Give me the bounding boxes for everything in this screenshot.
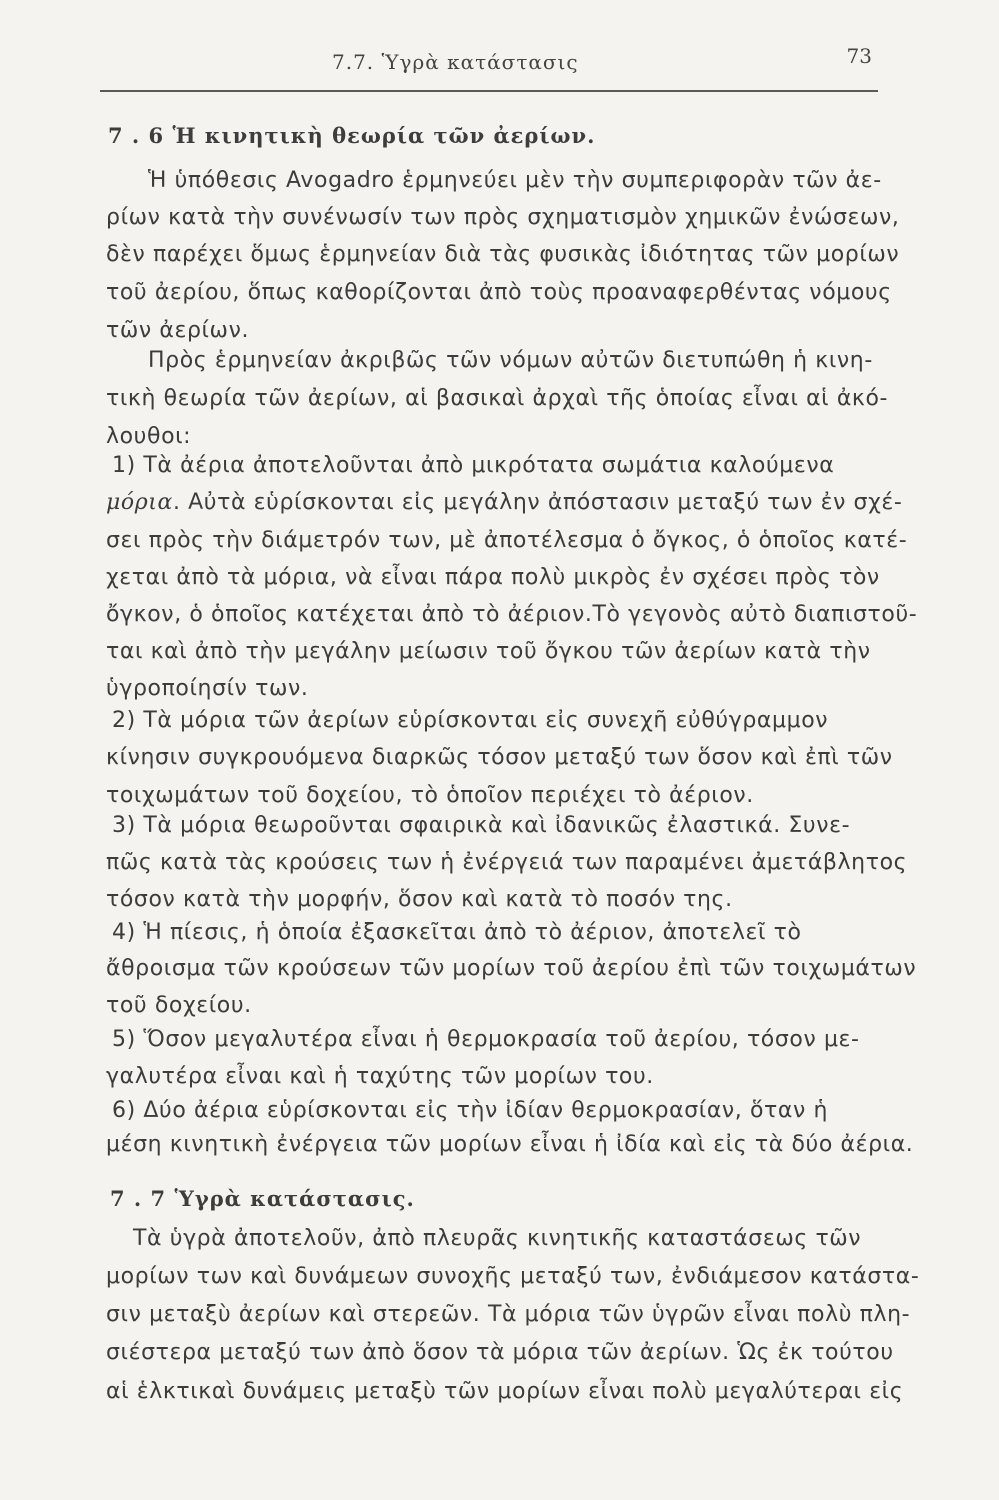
text-line-rest: . Αὐτὰ εὑρίσκονται εἰς μεγάλην ἀπόστασιν μεταξύ των ἐν σχέ- [172, 490, 903, 515]
text-line: ὑγροποίησίν των. [106, 676, 309, 701]
text-line: πῶς κατὰ τὰς κρούσεις των ἡ ἐνέργειά των παραμένει ἀμετάβλητος [106, 850, 908, 875]
header-rule [100, 90, 878, 92]
list-item-1-first-line: 1) Τὰ ἀέρια ἀποτελοῦνται ἀπὸ μικρότατα σωμάτια καλούμενα [112, 453, 835, 478]
text-line: μέση κινητικὴ ἐνέργεια τῶν μορίων εἶναι ἡ ἰδία καὶ εἰς τὰ δύο ἀέρια. [106, 1132, 914, 1157]
page-number: 73 [846, 44, 872, 68]
text-line: ἄθροισμα τῶν κρούσεων τῶν μορίων τοῦ ἀερίου ἐπὶ τῶν τοιχωμάτων [106, 956, 917, 981]
text-line: χεται ἀπὸ τὰ μόρια, νὰ εἶναι πάρα πολὺ μικρὸς ἐν σχέσει πρὸς τὸν [106, 565, 880, 590]
text-line: λουθοι: [106, 424, 192, 449]
running-title: 7.7. Ὑγρὰ κατάστασις [332, 50, 579, 74]
text-line: ὄγκον, ὁ ὁποῖος κατέχεται ἀπὸ τὸ ἀέριον.Τὸ γεγονὸς αὐτὸ διαπιστοῦ- [106, 602, 918, 627]
list-item-4-first-line: 4) Ἡ πίεσις, ἡ ὁποία ἐξασκεῖται ἀπὸ τὸ ἀέριον, ἀποτελεῖ τὸ [112, 920, 802, 945]
section-heading-7-7: 7 . 7 Ὑγρὰ κατάστασις. [110, 1186, 415, 1211]
text-line: τοῦ ἀερίου, ὅπως καθορίζονται ἀπὸ τοὺς προαναφερθέντας νόμους [106, 280, 892, 305]
text-line: τοιχωμάτων τοῦ δοχείου, τὸ ὁποῖον περιέχει τὸ ἀέριον. [106, 783, 754, 808]
text-line: Ἡ ὑπόθεσις Avogadro ἑρμηνεύει μὲν τὴν συμπεριφορὰν τῶν ἀε- [148, 168, 882, 193]
text-line: αἱ ἑλκτικαὶ δυνάμεις μεταξὺ τῶν μορίων εἶναι πολὺ μεγαλύτεραι εἰς [106, 1379, 904, 1404]
text-line: Πρὸς ἑρμηνείαν ἀκριβῶς τῶν νόμων αὐτῶν διετυπώθη ἡ κινη- [148, 348, 873, 373]
text-line: σει πρὸς τὴν διάμετρόν των, μὲ ἀποτέλεσμα ὁ ὄγκος, ὁ ὁποῖος κατέ- [106, 528, 908, 553]
text-line: μορίων των καὶ δυνάμεων συνοχῆς μεταξύ των, ἐνδιάμεσον κατάστα- [106, 1264, 920, 1289]
text-line: κίνησιν συγκρουόμενα διαρκῶς τόσον μεταξύ των ὅσον καὶ ἐπὶ τῶν [106, 745, 893, 770]
text-line: τικὴ θεωρία τῶν ἀερίων, αἱ βασικαὶ ἀρχαὶ τῆς ὁποίας εἶναι αἱ ἀκό- [106, 386, 889, 411]
text-line: σιν μεταξὺ ἀερίων καὶ στερεῶν. Τὰ μόρια τῶν ὑγρῶν εἶναι πολὺ πλη- [106, 1302, 911, 1327]
list-item-3-first-line: 3) Τὰ μόρια θεωροῦνται σφαιρικὰ καὶ ἰδανικῶς ἐλαστικά. Συνε- [112, 813, 851, 838]
text-line: ται καὶ ἀπὸ τὴν μεγάλην μείωσιν τοῦ ὄγκου τῶν ἀερίων κατὰ τὴν [106, 639, 871, 664]
section-heading-7-6: 7 . 6 Ἡ κινητικὴ θεωρία τῶν ἀερίων. [108, 123, 596, 148]
list-item-2-first-line: 2) Τὰ μόρια τῶν ἀερίων εὑρίσκονται εἰς συνεχῆ εὐθύγραμμον [112, 708, 829, 733]
text-line: σιέστερα μεταξύ των ἀπὸ ὅσον τὰ μόρια τῶν ἀερίων. Ὡς ἐκ τούτου [106, 1340, 894, 1365]
text-line: δὲν παρέχει ὅμως ἑρμηνείαν διὰ τὰς φυσικὰς ἰδιότητας τῶν μορίων [106, 242, 900, 267]
text-line [106, 492, 902, 514]
text-line: ρίων κατὰ τὴν συνένωσίν των πρὸς σχηματισμὸν χημικῶν ἐνώσεων, [106, 205, 900, 230]
list-item-6-first-line: 6) Δύο ἀέρια εὑρίσκονται εἰς τὴν ἰδίαν θερμοκρασίαν, ὅταν ἡ [112, 1098, 829, 1123]
text-line: τῶν ἀερίων. [106, 318, 250, 343]
text-line: Τὰ ὑγρὰ ἀποτελοῦν, ἀπὸ πλευρᾶς κινητικῆς καταστάσεως τῶν [133, 1226, 862, 1251]
running-header [100, 44, 878, 84]
text-line: τόσον κατὰ τὴν μορφήν, ὅσον καὶ κατὰ τὸ ποσόν της. [106, 887, 733, 912]
text-line: γαλυτέρα εἶναι καὶ ἡ ταχύτης τῶν μορίων του. [106, 1064, 654, 1089]
text-line: τοῦ δοχείου. [106, 993, 252, 1018]
italic-term: μόρια [106, 490, 173, 515]
list-item-5-first-line: 5) Ὅσον μεγαλυτέρα εἶναι ἡ θερμοκρασία τοῦ ἀερίου, τόσον με- [112, 1027, 860, 1052]
